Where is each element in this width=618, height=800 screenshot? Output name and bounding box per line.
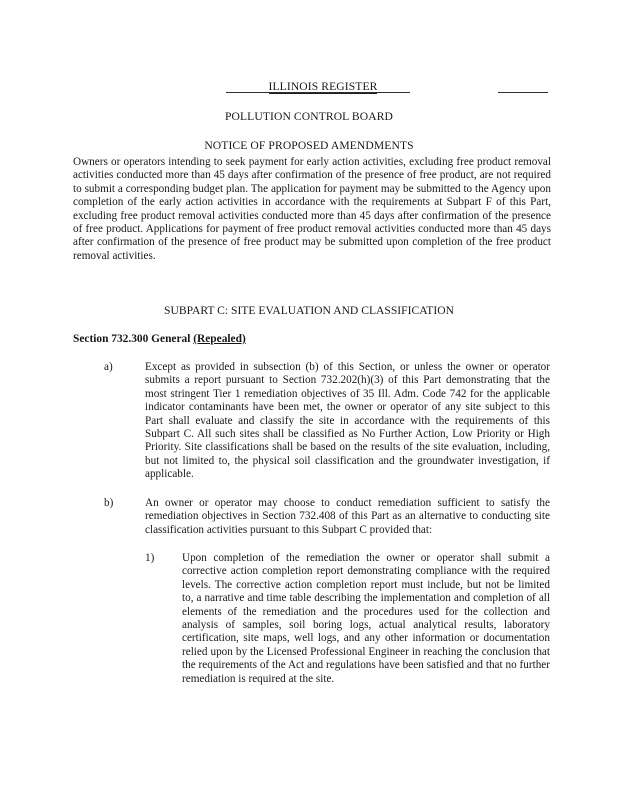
section-title-text: Section 732.300 General (73, 333, 191, 345)
subsection-a-text: Except as provided in subsection (b) of this Section, or unless the owner or operator submits a report pursuant to Section 732.202(h)(3) of this Part demonstrating that the most stringent Tier 1 remediation objectives of 35 Ill. Adm. Code 742 for the applicable indicator contaminants have been met, the owner or operator of any site subject to this Part shall evaluate and classify the site in accordance with the requirements of this Subpart C. All such sites shall be classified as No Further Action, Low Priority or High Priority. Site classifications shall be based on the results of the site evaluation, including, but not limited to, the physical soil classification and the groundwater investigation, if applicable. (145, 361, 550, 481)
notice-title: NOTICE OF PROPOSED AMENDMENTS (204, 139, 414, 152)
subsection-b1-text: Upon completion of the remediation the owner or operator shall submit a corrective action completion report demonstrating compliance with the required levels. The corrective action completion report must include, but not be limited to, a narrative and time table describing the implementation and completion of all elements of the remediation and the procedures used for the collection and analysis of samples, soil boring logs, actual analytical results, laboratory certification, site maps, well logs, and any other information or documentation relied upon by the Licensed Professional Engineer in reaching the conclusion that the requirements of the Act and regulations have been satisfied and that no further remediation is required at the site. (182, 552, 550, 685)
register-title (14, 80, 618, 93)
subsection-b-text: An owner or operator may choose to conduct remediation sufficient to satisfy the remediation objectives in Section 732.408 of this Part as an alternative to conducting site classification activities pursuant to this Subpart C provided that: (145, 497, 550, 536)
board-title: POLLUTION CONTROL BOARD (224, 110, 394, 123)
intro-paragraph: Owners or operators intending to seek payment for early action activities, excluding free product removal activities conducted more than 45 days after confirmation of the presence of free product, are not required to submit a corresponding budget plan. The application for payment may be submitted to the Agency upon completion of the early action activities in accordance with the requirements at Subpart F of this Part, excluding free product removal activities conducted more than 45 days after confirmation of the presence of free product. Applications for payment of free product removal activities conducted more than 45 days after confirmation of the presence of free product may be submitted upon completion of the free product removal activities. (73, 156, 551, 262)
subsection-b1-marker: 1) (145, 552, 155, 564)
subsection-b-marker: b) (104, 497, 114, 509)
repealed-marker: (Repealed) (193, 333, 246, 345)
register-title-text: ILLINOIS REGISTER (268, 80, 378, 93)
section-heading (73, 333, 246, 346)
subpart-heading: SUBPART C: SITE EVALUATION AND CLASSIFICATION (164, 304, 454, 317)
subsection-a-marker: a) (104, 361, 113, 373)
